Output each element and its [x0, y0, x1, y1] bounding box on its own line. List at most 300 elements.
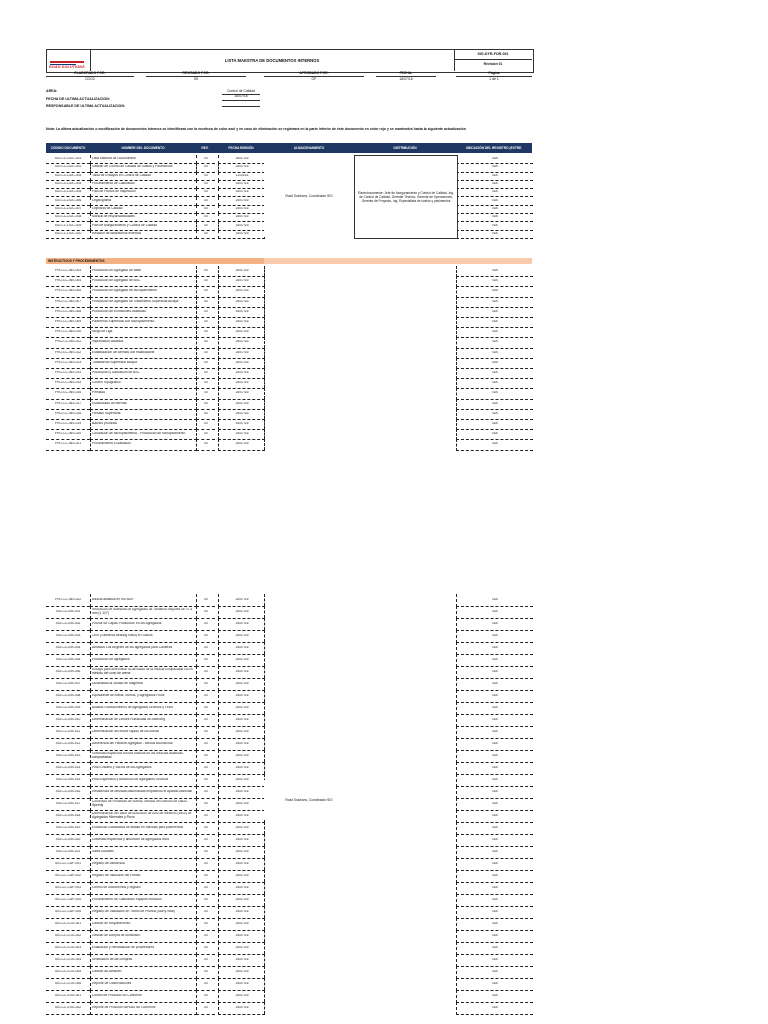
- cell-rev-text: 00: [204, 850, 208, 854]
- cell-loc-text: N/A: [492, 190, 498, 194]
- table-row: [46, 954, 532, 966]
- cell-name-text: Procedimiento de Calibración: [92, 182, 136, 186]
- cell-name-text: Determinación de Límites Plasticidad de Atterberg: [92, 718, 166, 722]
- cell-date-text: 25/07/16: [235, 634, 249, 638]
- revisado-col: REVISADO POR: SS: [146, 71, 246, 83]
- table-header: [46, 143, 532, 153]
- cell-rev-text: 00: [204, 862, 208, 866]
- cell-rev-text: 00: [204, 215, 208, 219]
- date-value: 16/07/16: [234, 94, 248, 98]
- cell-name-text: Producción de Emulsiones Asfálticas: [92, 309, 146, 313]
- cell-loc-text: N/A: [492, 646, 498, 650]
- cell-name-text: Plan de Aseguramiento y Control de Calidad: [92, 223, 157, 227]
- cell-rev-text: 00: [204, 299, 208, 303]
- table-row: [46, 714, 532, 726]
- cell-code-text: SIG-CC-DOC-006: [54, 198, 82, 202]
- cell-code-text: SIG-CC-LOG-001: [54, 922, 82, 926]
- table-row: [46, 858, 532, 870]
- cell-rev-text: 00: [204, 670, 208, 674]
- cell-date-text: 25/07/16: [235, 982, 249, 986]
- cell-loc-text: N/A: [492, 330, 498, 334]
- cell-date-text: 25/07/16: [235, 610, 249, 614]
- cell-code-text: SIG-CC-INS-012: [55, 742, 81, 746]
- table-row: [46, 429, 532, 439]
- cell-date-text: 25/07/16: [235, 411, 249, 415]
- document-revision: Revisión 01: [483, 62, 503, 66]
- cell-date-text: 25/07/16: [235, 231, 249, 235]
- date-label: FECHA DE ULTIMA ACTUALIZACION:: [46, 97, 111, 101]
- cell-date-text: 25/07/16: [235, 646, 249, 650]
- cell-name-text: Registro de Asistencia: [92, 862, 125, 866]
- cell-loc-text: N/A: [492, 898, 498, 902]
- col-distribution: DISTRIBUCIÓN: [393, 146, 417, 150]
- cell-name-text: Plan de Puntos de Inspección: [92, 190, 136, 194]
- cell-rev-text: 00: [204, 432, 208, 436]
- cell-rev-text: 00: [204, 898, 208, 902]
- cell-loc-text: N/A: [492, 766, 498, 770]
- cell-loc-text: N/A: [492, 371, 498, 375]
- cell-rev-text: 00: [204, 190, 208, 194]
- cell-date-text: 25/07/16: [235, 898, 249, 902]
- cell-code-text: SIG-CC-DOC-009: [54, 223, 82, 227]
- table-row: [46, 286, 532, 296]
- cell-code-text: SIG-CC-INS-009: [55, 706, 81, 710]
- cell-name-text: Control de Producto No Conforme: [92, 994, 142, 998]
- cell-loc-text: N/A: [492, 970, 498, 974]
- col-location: UBICACIÓN DEL REGISTRO (EXTRE.: [465, 146, 523, 150]
- cell-date-text: 25/07/16: [235, 598, 249, 602]
- cell-loc-text: N/A: [492, 610, 498, 614]
- cell-loc-text: N/A: [492, 670, 498, 674]
- cell-name-text: Manual de responsabilidades: [92, 215, 135, 219]
- cell-name-text: Pavimento Superficial con Micropavimento: [92, 320, 155, 324]
- cell-code-text: PRO-CC-INS-016: [54, 391, 82, 395]
- cell-name-text: Fresado Superficial: [92, 411, 121, 415]
- cell-loc-text: N/A: [492, 401, 498, 405]
- cell-rev-text: 00: [204, 442, 208, 446]
- cell-date-text: 25/07/16: [235, 922, 249, 926]
- area-label: AREA:: [46, 89, 58, 93]
- cell-loc-text: N/A: [492, 886, 498, 890]
- table-row: [46, 642, 532, 654]
- cell-name-text: Gestión de Control de Calidad de Suelos y Pavimentos: [92, 165, 173, 169]
- table-row: [46, 990, 532, 1002]
- cell-code-text: SIG-CC-INS-003: [55, 634, 81, 638]
- cell-code-text: SIG-CC-INS-006: [55, 670, 81, 674]
- cell-code-text: SIG-CC-CAP-001: [54, 862, 81, 866]
- cell-name-text: Tratamiento Superficial Bicapa: [92, 360, 137, 364]
- section-2-bar: INSTRUCTIVOS Y PROCEDIMIENTOS: [46, 258, 532, 264]
- table-row: [46, 930, 532, 942]
- fecha-col: FECHA: 16/07/16: [376, 71, 436, 83]
- cell-name-text: Reporte de Producto Servicio No Conforme: [92, 1006, 156, 1010]
- cell-rev-text: 00: [204, 223, 208, 227]
- cell-loc-text: N/A: [492, 350, 498, 354]
- cell-code-text: PRO-CC-INS-018: [54, 411, 82, 415]
- cell-rev-text: 00: [204, 706, 208, 710]
- cell-name-text: Producción de agregados: [92, 658, 130, 662]
- cell-date-text: 25/07/16: [235, 970, 249, 974]
- cell-code-text: SIG-CC-INS-007: [55, 682, 81, 686]
- cell-name-text: Determinación del Índice líquido de los suelos: [92, 730, 160, 734]
- cell-date: [218, 1002, 265, 1015]
- document-title: LISTA MAESTRA DE DOCUMENTOS INTERNOS: [224, 58, 320, 63]
- cell-rev-text: 00: [204, 391, 208, 395]
- cell-loc-text: N/A: [492, 598, 498, 602]
- table-row: [46, 678, 532, 690]
- cell-date-text: 25/07/16: [235, 718, 249, 722]
- cell-code-text: SIG-CC-LOG-006: [54, 982, 82, 986]
- cell-rev-text: 00: [204, 682, 208, 686]
- cell-code-text: SIG-CC-DOC-005: [54, 190, 82, 194]
- cell-loc-text: N/A: [492, 231, 498, 235]
- cell-name-text: Objetivos de Calidad: [92, 207, 123, 211]
- cell-name-text: Ensayo para determinar la densidad de la mezcla compactada con el método del cono de arena: [92, 668, 193, 675]
- cell-rev-text: 00: [204, 198, 208, 202]
- cell-name-text: Gravedad específica y absorción de agregados finos: [92, 838, 169, 842]
- cell-rev-text: 00: [204, 766, 208, 770]
- cell-code-text: SIG-CC-LOG-002: [54, 934, 82, 938]
- table-row: [46, 409, 532, 419]
- cell-rev-text: 00: [204, 886, 208, 890]
- cell-name-text: Determinación del Valor de Absorción de Azul de Metileno (MBV) de Agregados Minerales y Finos: [92, 812, 192, 819]
- cell-rev-text: 00: [204, 730, 208, 734]
- cell-rev-text: 00: [204, 982, 208, 986]
- cell-rev-text: 00: [204, 910, 208, 914]
- table-row: [46, 702, 532, 714]
- cell-rev-text: 00: [204, 1006, 208, 1010]
- cell-rev-text: 00: [204, 401, 208, 405]
- cell-name-text: Equivalente de Arena, Suelos, y Agregados Finos: [92, 694, 165, 698]
- cell-date-text: 25/07/16: [235, 215, 249, 219]
- table-row: [46, 368, 532, 378]
- cell-code-text: SIG-CC-CAP-002: [54, 874, 81, 878]
- cell-date-text: 25/07/16: [235, 432, 249, 436]
- cell-code-text: SIG-CC-INS-019: [55, 826, 81, 830]
- cell-rev-text: 00: [204, 922, 208, 926]
- cell-code-text: PRO-CC-INS-022: [54, 598, 82, 602]
- cell-date-text: 25/07/16: [235, 207, 249, 211]
- table-row: [46, 317, 532, 327]
- cell-loc-text: N/A: [492, 207, 498, 211]
- cell-loc-text: N/A: [492, 182, 498, 186]
- cell-name-text: Verificación de las compras: [92, 958, 133, 962]
- cell-loc-text: N/A: [492, 850, 498, 854]
- cell-loc-text: N/A: [492, 309, 498, 313]
- cell-name-text: Escarificado de Bermas: [92, 401, 127, 405]
- cell-code-text: SIG-CC-INS-001: [55, 610, 81, 614]
- cell-code-text: SIG-CC-INS-020: [55, 838, 81, 842]
- cell-rev-text: 00: [204, 309, 208, 313]
- cell-name-text: Gestión de Almacén: [92, 970, 122, 974]
- cell-date-text: 25/07/16: [235, 330, 249, 334]
- cell-rev-text: 00: [204, 173, 208, 177]
- cell-rev-text: 00: [204, 970, 208, 974]
- table-row: [46, 846, 532, 858]
- cell-code-text: SIG-CC-CAP-004: [54, 898, 81, 902]
- table-row: [46, 894, 532, 906]
- cell-rev-text: 00: [204, 778, 208, 782]
- cell-name-text: Análisis Granulométrico de Agregados Gruesos y Finos: [92, 706, 173, 710]
- cell-date-text: 25/07/16: [235, 742, 249, 746]
- pagina-col: Página 1 de 1: [456, 71, 532, 83]
- cell-code-text: SIG-CC-ESG-001: [54, 994, 82, 998]
- cell-date-text: 25/07/16: [235, 1006, 249, 1010]
- cell-name-text: Abrasión Los Ángeles de los agregados para Canteras: [92, 646, 173, 650]
- table-row: [46, 822, 532, 834]
- cell-date-text: 25/07/16: [235, 766, 249, 770]
- cell-name-text: Gravedad específica teórica máxima de las mezclas asfálticas compactadas: [92, 752, 183, 759]
- cell-rev-text: 00: [204, 411, 208, 415]
- table-row: [46, 942, 532, 954]
- cell-date-text: 25/07/16: [235, 790, 249, 794]
- cell-rev: [196, 1002, 215, 1015]
- cell-code-text: PRO-CC-INS-021: [54, 442, 82, 446]
- cell-date-text: 25/07/16: [235, 401, 249, 405]
- cell-code-text: SIG-CC-DOC-007: [54, 207, 82, 211]
- cell-rev-text: 00: [204, 622, 208, 626]
- table-row: [46, 1002, 532, 1014]
- cell-code-text: SIG-CC-INS-004: [55, 646, 81, 650]
- cell-loc-text: N/A: [492, 198, 498, 202]
- table-row: [46, 419, 532, 429]
- cell-loc-text: N/A: [492, 694, 498, 698]
- cell-code-text: SIG-CC-DOC-010: [54, 231, 82, 235]
- table-row: [46, 266, 532, 276]
- cell-date-text: 25/07/16: [235, 802, 249, 806]
- cell-loc-text: N/A: [492, 874, 498, 878]
- cell-name-text: Relación de laboratorios externos: [92, 231, 142, 235]
- table-row: [46, 399, 532, 409]
- cell-loc-text: N/A: [492, 442, 498, 446]
- cell-rev-text: 00: [204, 646, 208, 650]
- aprobado-col: APROBADO POR: GP: [264, 71, 364, 83]
- cell-rev-text: 00: [204, 350, 208, 354]
- cell-code-text: PRO-CC-INS-005: [54, 279, 82, 283]
- cell-rev-text: 00: [204, 754, 208, 758]
- cell-date-text: 25/07/16: [235, 190, 249, 194]
- cell-code-text: SIG-CC-INS-011: [55, 730, 81, 734]
- cell-loc-text: N/A: [492, 994, 498, 998]
- table-row: [46, 378, 532, 388]
- cell-code-text: PRO-CC-INS-020: [54, 432, 82, 436]
- cell-code-text: SIG-CC-CAP-005: [54, 910, 81, 914]
- cell-loc-text: N/A: [492, 922, 498, 926]
- cell-name-text: Organigrama: [92, 198, 112, 202]
- table-row: [46, 276, 532, 286]
- cell-code-text: SIG-CC-LOG-005: [54, 970, 82, 974]
- cell-rev-text: 00: [204, 371, 208, 375]
- cell-loc-text: N/A: [492, 299, 498, 303]
- cell-name-text: Lista Maestra de Documentos: [92, 157, 136, 161]
- cell-loc-text: N/A: [492, 360, 498, 364]
- cell-code-text: PRO-CC-INS-015: [54, 381, 82, 385]
- cell-loc-text: N/A: [492, 381, 498, 385]
- cell-date-text: 11/04/16: [235, 173, 249, 177]
- cell-code-text: SIG-CC-DOC-003: [54, 173, 82, 177]
- cell-rev-text: 00: [204, 958, 208, 962]
- cell-name-text: Control Topográfico: [92, 381, 121, 385]
- cell-date-text: 25/07/16: [235, 838, 249, 842]
- cell-loc-text: N/A: [492, 279, 498, 283]
- document-code-cell: [454, 49, 532, 71]
- cell-rev-text: 00: [204, 422, 208, 426]
- cell-rev-text: 00: [204, 874, 208, 878]
- cell-date-text: 25/07/16: [235, 381, 249, 385]
- cell-rev-text: 00: [204, 658, 208, 662]
- cell-code-text: SIG-CC-CAP-003: [54, 886, 81, 890]
- document-code: SIG-DYR-FOR-001: [477, 52, 509, 56]
- cell-code-text: PRO-CC-INS-008: [54, 309, 82, 313]
- cell-date-text: 25/07/16: [235, 886, 249, 890]
- col-code: CÓDIGO DOCUMENTO: [50, 146, 86, 150]
- cell-name-text: Riego de Liga: [92, 330, 113, 334]
- cell-date-text: 25/07/16: [235, 289, 249, 293]
- cell-rev-text: 00: [204, 838, 208, 842]
- table-row: [46, 870, 532, 882]
- cell-rev-text: 00: [204, 279, 208, 283]
- company-logo: [46, 49, 91, 71]
- cell-loc-text: N/A: [492, 814, 498, 818]
- table-row: [46, 762, 532, 774]
- cell-name-text: Adherencia del Filtrante Agregado - Mezcla Bituminosa: [92, 742, 173, 746]
- cell-loc-text: N/A: [492, 838, 498, 842]
- cell-rev-text: 00: [204, 182, 208, 186]
- table-row: [46, 666, 532, 678]
- cell-loc: [456, 1002, 533, 1015]
- cell-rev-text: 00: [204, 934, 208, 938]
- cell-rev-text: 00: [204, 826, 208, 830]
- cell-loc-text: N/A: [492, 718, 498, 722]
- elaborado-col: ELABORADO POR: CDCD: [46, 71, 134, 83]
- cell-date-text: 25/07/16: [235, 946, 249, 950]
- cell-loc-text: N/A: [492, 910, 498, 914]
- cell-code-text: SIG-CC-INS-015: [55, 778, 81, 782]
- cell-date-text: 25/07/16: [235, 994, 249, 998]
- cell-code-text: PRO-CC-INS-004: [54, 269, 82, 273]
- cell-code-text: PRO-CC-INS-019: [54, 422, 82, 426]
- cell-rev-text: 00: [204, 718, 208, 722]
- col-storage: ALMACENAMIENTO: [293, 146, 325, 150]
- cell-name: [90, 439, 197, 450]
- cell-loc-text: N/A: [492, 790, 498, 794]
- cell-name-text: Registro de Validación en Tramo de Prueba (Slurry Seal): [92, 910, 175, 914]
- signature-row: [46, 71, 532, 83]
- cell-loc-text: N/A: [492, 320, 498, 324]
- cell-loc: [456, 439, 533, 450]
- cell-code-text: PRO-CC-INS-011: [55, 340, 81, 344]
- table-row: [46, 978, 532, 990]
- cell-name-text: Colocación de Micropavimento - Producción de Micropavimento: [92, 432, 186, 436]
- cell-date-text: 25/07/16: [235, 442, 249, 446]
- cell-date-text: 25/07/16: [235, 694, 249, 698]
- cell-rev-text: 00: [204, 269, 208, 273]
- cell-loc: [456, 230, 533, 239]
- cell-code-text: SIG-CC-INS-005: [55, 658, 81, 662]
- col-name: NOMBRE DEL DOCUMENTO: [121, 146, 165, 150]
- col-date: FECHA EMISIÓN: [228, 146, 254, 150]
- cell-code-text: SIG-CC-INS-002: [55, 622, 81, 626]
- cell-loc-text: N/A: [492, 682, 498, 686]
- cell-date-text: 25/07/16: [235, 778, 249, 782]
- cell-rev-text: 00: [204, 157, 208, 161]
- cell-code-text: PRO-CC-INS-014: [54, 371, 82, 375]
- cell-date-text: 25/07/16: [235, 682, 249, 686]
- cell-date-text: 25/07/16: [235, 279, 249, 283]
- table-row: [46, 834, 532, 846]
- cell-name-text: Peso Específico y Absorción de Agregados Gruesos: [92, 778, 169, 782]
- cell-code-text: SIG-CC-INS-021: [55, 850, 81, 854]
- cell-code-text: SIG-CC-LOG-003: [54, 946, 82, 950]
- cell-loc-text: N/A: [492, 778, 498, 782]
- update-note: Nota: La última actualización o modificación de documentos internos se identificará con la escritura de color azul y en caso de eliminación se registrará en la parte inferior de éste documento en color rojo y se mantendrá hasta la siguiente actualización: [46, 127, 466, 131]
- cell-code-text: SIG-CC-INS-017: [55, 802, 81, 806]
- area-value: Control de Calidad: [226, 89, 256, 93]
- cell-code-text: PRO-CC-INS-009: [54, 320, 82, 324]
- table-row: [46, 327, 532, 337]
- cell-loc-text: N/A: [492, 411, 498, 415]
- cell-name-text: Peso Unitario y Vacíos de los Agregados: [92, 766, 152, 770]
- table-row: [46, 307, 532, 317]
- cell-loc-text: N/A: [492, 862, 498, 866]
- cell-loc-text: N/A: [492, 826, 498, 830]
- cell-name-text: Gestión de compra de suministro: [92, 934, 141, 938]
- cell-loc-text: N/A: [492, 340, 498, 344]
- cell-date-text: 25/07/16: [235, 730, 249, 734]
- table-row: [46, 906, 532, 918]
- cell-loc-text: N/A: [492, 289, 498, 293]
- cell-date-text: 25/07/16: [235, 910, 249, 914]
- cell-rev-text: 00: [204, 634, 208, 638]
- table-row: [46, 594, 532, 606]
- cell-loc-text: N/A: [492, 173, 498, 177]
- cell-date-text: 25/07/16: [235, 269, 249, 273]
- cell-loc-text: N/A: [492, 730, 498, 734]
- cell-name-text: Resistencia de Mezclas Bituminosas empleando el Aparato Marshall: [92, 790, 192, 794]
- cell-date-text: 25/07/16: [235, 874, 249, 878]
- cell-name-text: Reporte de Observaciones: [92, 982, 132, 986]
- cell-loc-text: N/A: [492, 391, 498, 395]
- cell-code-text: SIG-CC-DOC-002: [54, 165, 82, 169]
- cell-code-text: SIG-CC-DOC-008: [54, 215, 82, 219]
- table-row: [46, 337, 532, 347]
- cell-name-text: Producción de Agregado de BSC: [92, 279, 141, 283]
- cell-date-text: 25/07/16: [235, 223, 249, 227]
- cell-rev-text: 00: [204, 802, 208, 806]
- cell-loc-text: N/A: [492, 157, 498, 161]
- cell-loc-text: N/A: [492, 958, 498, 962]
- table-row: [46, 297, 532, 307]
- cell-rev-text: 00: [204, 231, 208, 235]
- cell-code-text: SIG-CC-DOC-001: [54, 157, 82, 161]
- cell-rev-text: 00: [204, 610, 208, 614]
- cell-rev-text: 00: [204, 814, 208, 818]
- document-title-cell: [90, 49, 455, 71]
- cell-date-text: 25/07/16: [235, 754, 249, 758]
- cell-rev-text: 00: [204, 330, 208, 334]
- cell-name-text: Durabilidad al Sulfato de Magnesio: [92, 682, 144, 686]
- responsible-label: RESPONSABLE DE ULTIMA ACTUALIZACION:: [46, 104, 126, 108]
- cell-rev-text: 00: [204, 165, 208, 169]
- table-row: [46, 630, 532, 642]
- cell-rev-text: 00: [204, 360, 208, 364]
- cell-loc-text: N/A: [492, 634, 498, 638]
- cell-date: [218, 439, 265, 450]
- cell-name-text: Control de documentos y registro: [92, 886, 141, 890]
- section-1-distribution: Electrónicamente: Jefe de Aseguramiento y Control de Calidad, Ing. de Control de Calidad, Gerente Técnico, Gerente de Operaciones, Gerente de Proyecto, Ing. Especialista de suelos y pavimentos: [354, 155, 458, 239]
- cell-code-text: PRO-CC-INS-017: [54, 401, 82, 405]
- cell-date-text: 25/07/16: [235, 862, 249, 866]
